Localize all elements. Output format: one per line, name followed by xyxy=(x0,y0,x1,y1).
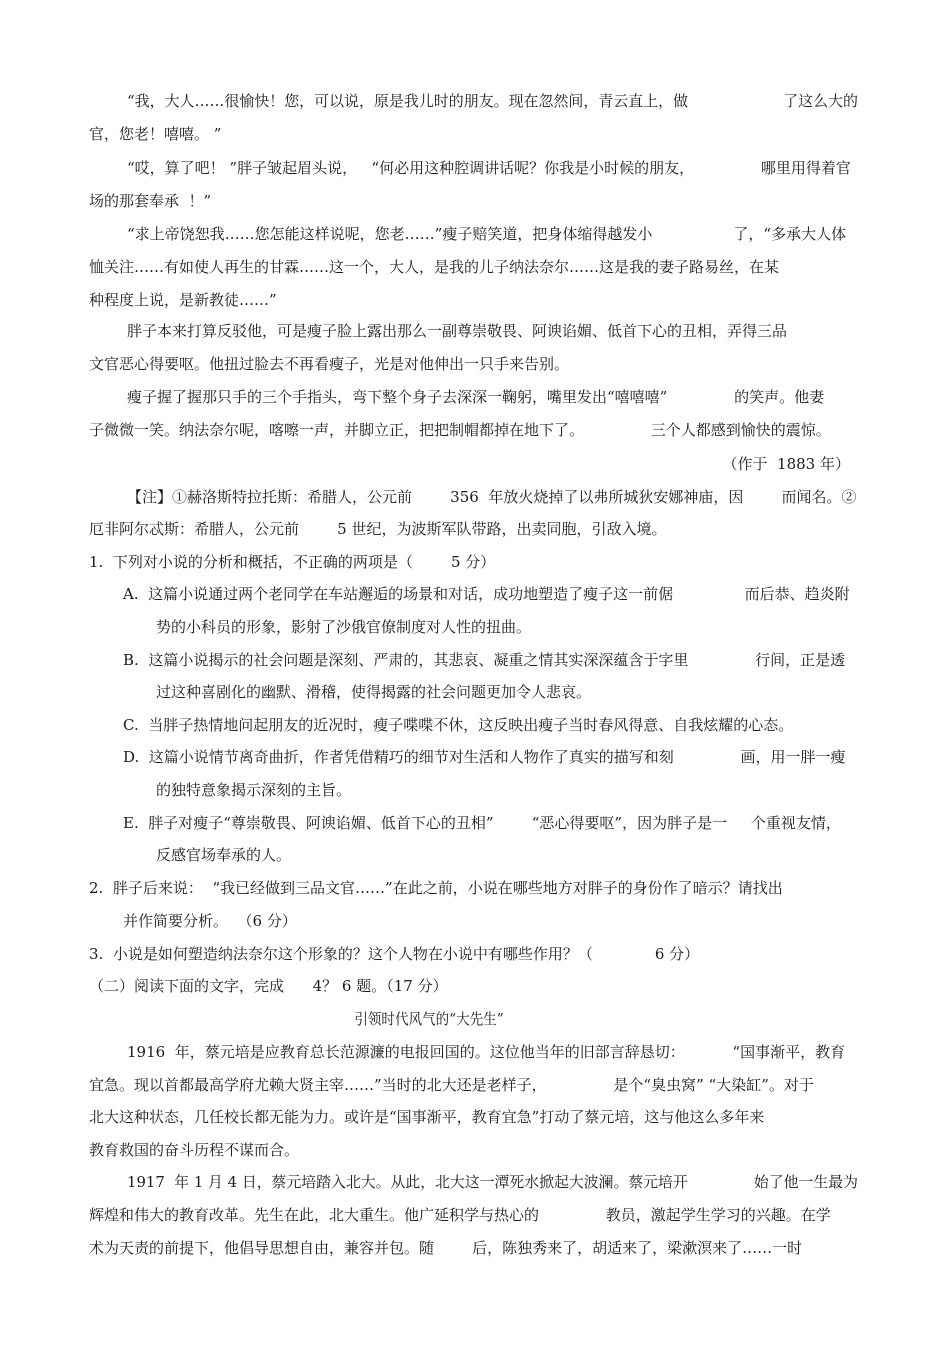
article-title: 引领时代风气的“大先生” xyxy=(354,1010,504,1028)
question-2: 2. 胖子后来说： “我已经做到三品文官……”在此之前，小说在哪些地方对胖子的身份作了暗示？请找出 xyxy=(89,879,783,897)
text-line: 子微微一笑。纳法奈尔呢，喀嚓一声，并脚立正，把把制帽都掉在地下了。 三个人都感到愉快的震惊。 xyxy=(89,421,831,439)
question-3: 3. 小说是如何塑造纳法奈尔这个形象的？这个人物在小说中有哪些作用？（ 6 分） xyxy=(89,945,700,963)
option-b-cont: 过这种喜剧化的幽默、滑稽，使得揭露的社会问题更加令人悲哀。 xyxy=(156,683,592,701)
text-line: 北大这种状态，几任校长都无能为力。或许是“国事渐平，教育宜急”打动了蔡元培，这与他这么多年来 xyxy=(89,1108,765,1126)
text-line: “求上帝饶恕我……您怎能这样说呢，您老……”瘦子赔笑道，把身体缩得越发小 了，“多承大人体 xyxy=(127,225,847,243)
text-line: 宜急。现以首都最高学府尤赖大贤主宰……”当时的北大还是老样子， 是个“臭虫窝” “大染缸”。对于 xyxy=(89,1076,814,1094)
question-2-cont: 并作简要分析。 （6 分） xyxy=(123,912,297,930)
option-a-cont: 势的小科员的形象，影射了沙俄官僚制度对人性的扭曲。 xyxy=(156,618,532,636)
footnote-line: 【注】①赫洛斯特拉托斯：希腊人，公元前 356 年放火烧掉了以弗所城狄安娜神庙，因 而闻名。② xyxy=(127,488,857,506)
text-line: 种程度上说，是新教徒……” xyxy=(89,291,277,309)
text-line: 1917 年 1 月 4 日，蔡元培踏入北大。从此，北大这一潭死水掀起大波澜。蔡元培开 始了他一生最为 xyxy=(127,1173,858,1191)
text-line: 1916 年，蔡元培是应教育总长范源濂的电报回国的。这位他当年的旧部言辞恳切： “国事渐平，教育 xyxy=(127,1043,846,1061)
text-line: “我，大人……很愉快！您，可以说，原是我儿时的朋友。现在忽然间，青云直上，做 了这么大的 xyxy=(127,92,858,110)
text-line: 术为天责的前提下，他倡导思想自由，兼容并包。随 后，陈独秀来了，胡适来了，梁漱溟来了……一时 xyxy=(89,1239,803,1257)
option-e: E. 胖子对瘦子“尊崇敬畏、阿谀谄媚、低首下心的丑相” “恶心得要呕”，因为胖子是一 个重视友情， xyxy=(123,814,841,832)
text-line: “哎，算了吧！ ”胖子皱起眉头说， “何必用这种腔调讲话呢？你我是小时候的朋友， 哪里用得着官 xyxy=(127,159,851,177)
text-line: 辉煌和伟大的教育改革。先生在此，北大重生。他广延积学与热心的 教员，激起学生学习的兴趣。在学 xyxy=(89,1206,831,1224)
footnote-line: 厄非阿尔忒斯：希腊人，公元前 5 世纪，为波斯军队带路，出卖同胞，引敌入境。 xyxy=(89,520,667,538)
text-line: 文官恶心得要呕。他扭过脸去不再看瘦子，光是对他伸出一只手来告别。 xyxy=(89,355,570,373)
text-line: 官，您老！嘻嘻。 ” xyxy=(89,125,222,143)
text-line: 场的那套奉承 ！” xyxy=(89,192,212,210)
text-line: 教育救国的奋斗历程不谋而合。 xyxy=(89,1141,300,1159)
option-b: B. 这篇小说揭示的社会问题是深刻、严肃的，其悲哀、凝重之情其实深深蕴含于字里 行间，正是透 xyxy=(123,651,846,669)
option-e-cont: 反感官场奉承的人。 xyxy=(156,846,292,864)
question-1: 1. 下列对小说的分析和概括，不正确的两项是（ 5 分） xyxy=(89,553,496,571)
option-a: A. 这篇小说通过两个老同学在车站邂逅的场景和对话，成功地塑造了瘦子这一前倨 而后恭、趋炎附 xyxy=(123,585,850,603)
date-note: （作于 1883 年） xyxy=(722,455,850,473)
option-c: C. 当胖子热情地问起朋友的近况时，瘦子喋喋不休，这反映出瘦子当时春风得意、自我炫耀的心态。 xyxy=(123,716,794,734)
text-line: 恤关注……有如使人再生的甘霖……这一个，大人，是我的儿子纳法奈尔……这是我的妻子路易丝，在某 xyxy=(89,258,780,276)
option-d-cont: 的独特意象揭示深刻的主旨。 xyxy=(156,781,352,799)
section-heading: （二）阅读下面的文字，完成 4？ 6 题。（17 分） xyxy=(89,977,448,995)
option-d: D. 这篇小说情节离奇曲折，作者凭借精巧的细节对生活和人物作了真实的描写和刻 画，用一胖一瘦 xyxy=(123,748,846,766)
text-line: 胖子本来打算反驳他，可是瘦子脸上露出那么一副尊崇敬畏、阿谀谄媚、低首下心的丑相，弄得三品 xyxy=(127,322,788,340)
text-line: 瘦子握了握那只手的三个手指头，弯下整个身子去深深一鞠躬，嘴里发出“嘻嘻嘻” 的笑声。他妻 xyxy=(127,388,825,406)
